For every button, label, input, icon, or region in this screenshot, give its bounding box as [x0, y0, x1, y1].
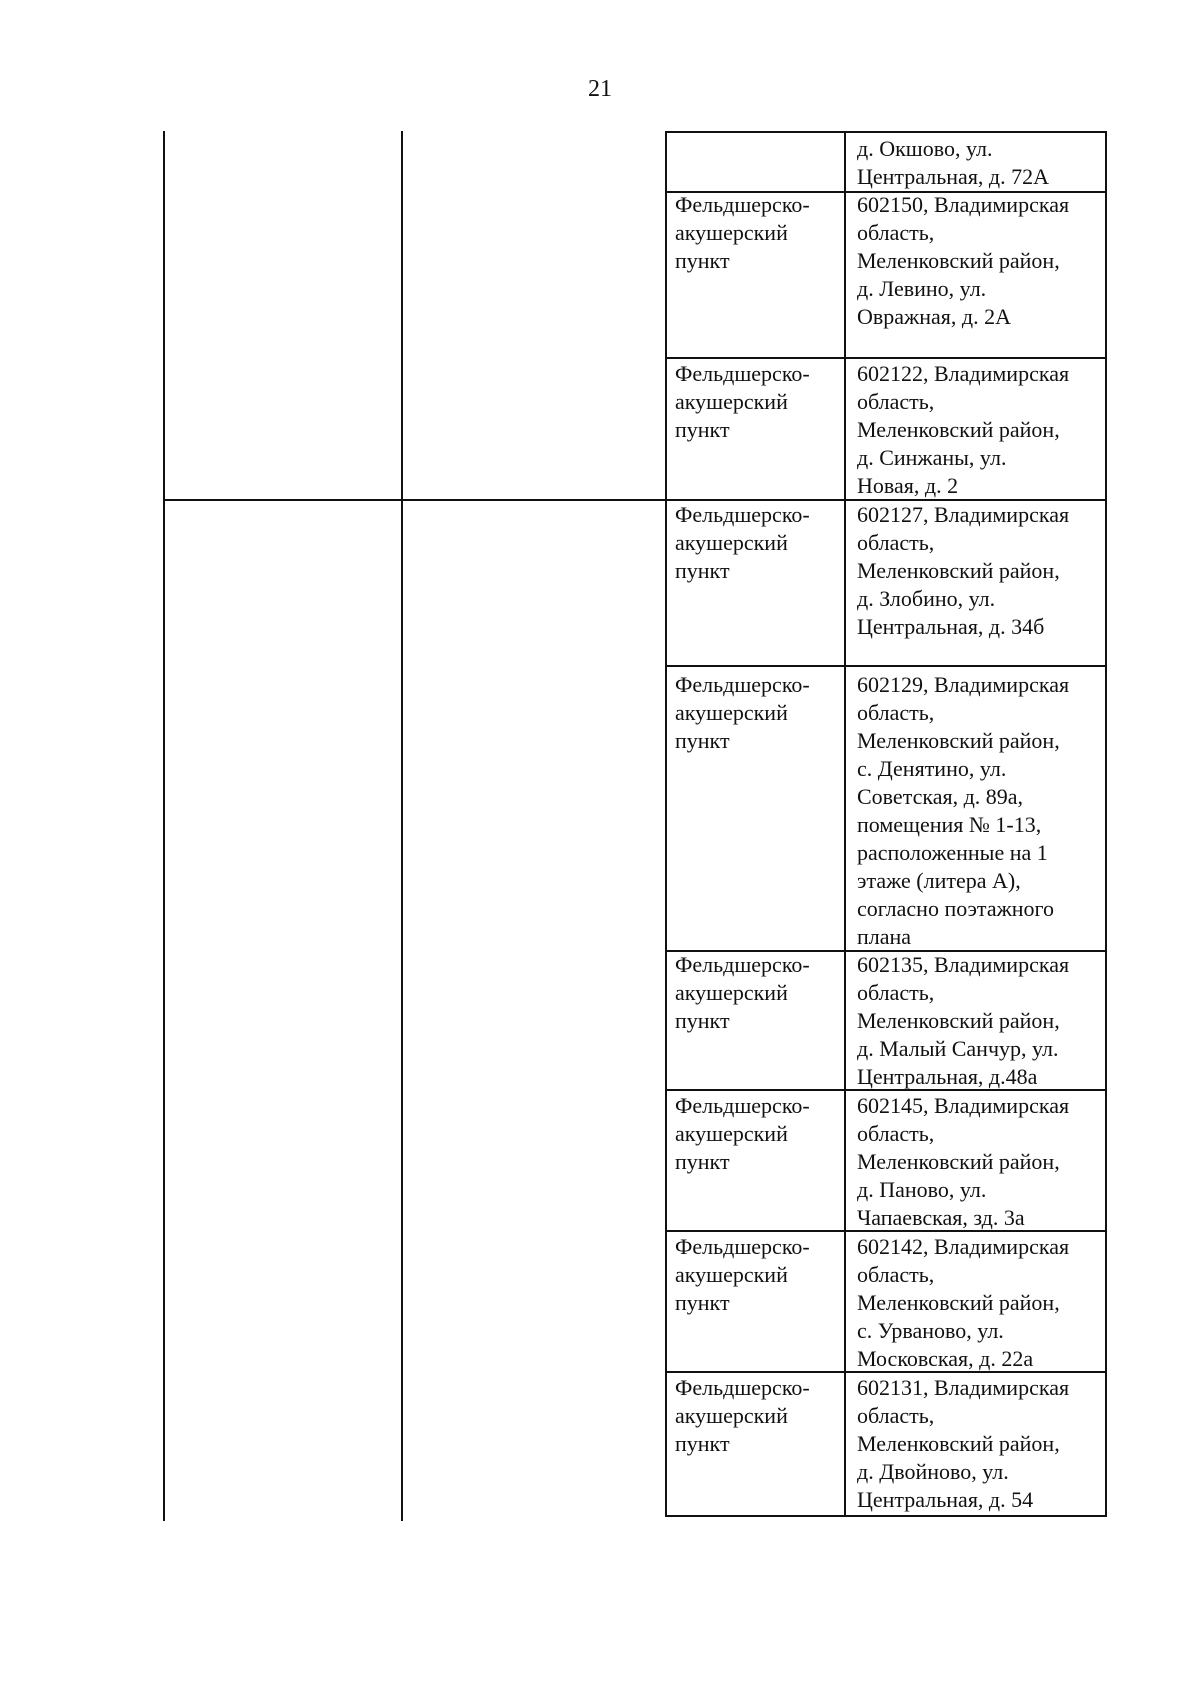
page-number: 21	[588, 76, 612, 102]
table-divider-col3	[665, 131, 667, 1517]
facility-address-cell: 602145, Владимирская область, Меленковский район, д. Паново, ул. Чапаевская, зд. 3а	[857, 1093, 1070, 1230]
facility-address-cell: 602142, Владимирская область, Меленковский район, с. Урваново, ул. Московская, д. 22а	[857, 1234, 1070, 1371]
facility-type-cell: Фельдшерско- акушерский пункт	[675, 1234, 810, 1315]
table-border-left	[163, 131, 165, 1521]
facility-type-cell: Фельдшерско- акушерский пункт	[675, 952, 810, 1033]
table-bottom-border	[665, 1515, 1107, 1517]
row-divider	[665, 357, 1107, 359]
row-divider	[665, 665, 1107, 667]
facility-type-cell: Фельдшерско- акушерский пункт	[675, 1093, 810, 1174]
facility-address-cell: 602150, Владимирская область, Меленковский район, д. Левино, ул. Овражная, д. 2А	[857, 192, 1070, 329]
facility-type-cell: Фельдшерско- акушерский пункт	[675, 361, 810, 442]
facility-address-cell: 602122, Владимирская область, Меленковский район, д. Синжаны, ул. Новая, д. 2	[857, 361, 1070, 498]
facility-address-cell: 602135, Владимирская область, Меленковский район, д. Малый Санчур, ул. Центральная, д.48а	[857, 952, 1070, 1089]
facility-address-cell: 602127, Владимирская область, Меленковский район, д. Злобино, ул. Центральная, д. 34б	[857, 502, 1070, 639]
table-divider-col4	[844, 131, 846, 1517]
facility-type-cell: Фельдшерско- акушерский пункт	[675, 1375, 810, 1456]
table-divider-col2	[401, 131, 403, 1521]
facility-address-cell: 602131, Владимирская область, Меленковский район, д. Двойново, ул. Центральная, д. 54	[857, 1375, 1070, 1512]
facility-address-cell: 602129, Владимирская область, Меленковский район, с. Денятино, ул. Советская, д. 89а, помещения № 1-13, расположенные на 1 этаже (литера А), согласно поэтажного плана	[857, 672, 1070, 949]
table-border-right	[1105, 131, 1107, 1517]
facility-address-cell: д. Окшово, ул. Центральная, д. 72А	[857, 136, 1050, 189]
facility-type-cell: Фельдшерско- акушерский пункт	[675, 502, 810, 583]
facility-type-cell: Фельдшерско- акушерский пункт	[675, 672, 810, 753]
table-top-border	[665, 131, 1107, 133]
facility-type-cell: Фельдшерско- акушерский пункт	[675, 192, 810, 273]
